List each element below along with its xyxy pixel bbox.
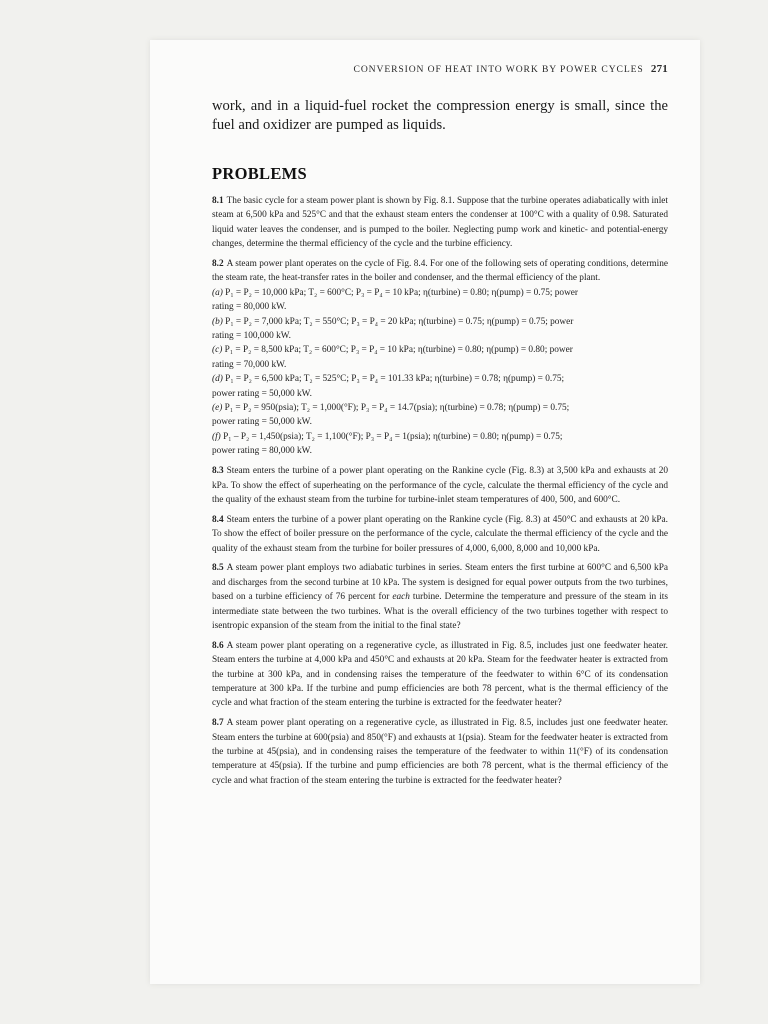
problem-statement <box>212 257 668 286</box>
problem-8-3 <box>212 464 668 507</box>
problem-text: A steam power plant operates on the cycle of Fig. 8.4. For one of the following sets of operating conditions, determine the steam rate, the heat-transfer rates in the boiler and condenser, and the thermal efficiency of the plant. <box>212 259 668 284</box>
problem-text: Steam enters the turbine of a power plant operating on the Rankine cycle (Fig. 8.3) at 3,500 kPa and exhausts at 20 kPa. To show the effect of superheating on the performance of the cycle, calculate the thermal efficiency of the cycle and the quality of the exhaust steam from the turbine for turbine-inlet steam temperatures of 400, 500, and 600°C. <box>212 466 668 505</box>
option-line-1: P₁ – P₂ = 1,450(psia); T₂ = 1,100(°F); P₃ = P₄ = 1(psia); η(turbine) = 0.80; η(pump) = 0.75; <box>223 431 563 442</box>
running-title: CONVERSION OF HEAT INTO WORK BY POWER CYCLES <box>353 64 644 75</box>
problem-8-4 <box>212 513 668 556</box>
problem-8-5 <box>212 561 668 633</box>
option-c <box>212 343 668 372</box>
option-line-2: rating = 70,000 kW. <box>212 359 287 370</box>
option-label: (f) <box>212 431 221 442</box>
option-line-1: P₁ = P₂ = 7,000 kPa; T₂ = 550°C; P₃ = P₄ = 20 kPa; η(turbine) = 0.75; η(pump) = 0.75; power <box>225 316 574 327</box>
problem-text: A steam power plant operating on a regenerative cycle, as illustrated in Fig. 8.5, includes just one feedwater heater. Steam enters the turbine at 4,000 kPa and 450°C and exhausts at 20 kPa. Steam for the feedwater heater is extracted from the turbine at 300 kPa, and in condensing raises the temperature of the feedwater to within 6°C of its condensation temperature at 300 kPa. If the turbine and pump efficiencies are both 78 percent, what is the thermal efficiency of the cycle and what fraction of the steam entering the turbine is extracted for the feedwater heater? <box>212 640 668 709</box>
problem-number: 8.6 <box>212 640 224 651</box>
problem-text-continued: turbine. Determine the temperature and pressure of the steam in its intermediate state between the two turbines. What is the overall efficiency of the two turbines together with respect to isentropic expansion of the steam from the initial to the final state? <box>212 592 668 631</box>
option-label: (b) <box>212 316 223 327</box>
option-line-1: P₁ = P₂ = 8,500 kPa; T₂ = 600°C; P₃ = P₄ = 10 kPa; η(turbine) = 0.80; η(pump) = 0.80; power <box>224 345 573 356</box>
option-label: (d) <box>212 374 223 385</box>
problem-number: 8.1 <box>212 196 224 206</box>
option-label: (a) <box>212 287 223 298</box>
lead-paragraph: work, and in a liquid-fuel rocket the compression energy is small, since the fuel and oxidizer are pumped as liquids. <box>212 98 668 133</box>
option-line-1: P₁ = P₂ = 6,500 kPa; T₂ = 525°C; P₃ = P₄ = 101.33 kPa; η(turbine) = 0.78; η(pump) = 0.75; <box>225 374 565 385</box>
problem-number: 8.7 <box>212 718 224 729</box>
problem-8-2 <box>212 257 668 459</box>
problem-text: A steam power plant operating on a regenerative cycle, as illustrated in Fig. 8.5, includes just one feedwater heater. Steam enters the turbine at 600(psia) and 850(°F) and exhausts at 1(psia). Steam for the feedwater heater is extracted from the turbine at 45(psia), and in condensing raises the temperature of the feedwater to within 11(°F) of its condensation temperature at 45(psia). If the turbine and pump efficiencies are both 78 percent, what is the thermal efficiency of the cycle and what fraction of the steam entering the turbine is extracted for the feedwater heater? <box>212 718 668 786</box>
running-header <box>208 63 668 75</box>
page-number: 271 <box>650 63 668 75</box>
problems-list <box>212 194 668 794</box>
problem-8-6 <box>212 639 668 711</box>
option-b <box>212 315 668 344</box>
section-title: PROBLEMS <box>212 164 307 183</box>
problem-number: 8.4 <box>212 514 224 525</box>
option-line-2: power rating = 80,000 kW. <box>212 446 312 457</box>
emphasis-each: each <box>392 592 410 603</box>
option-line-2: rating = 80,000 kW. <box>212 302 287 313</box>
problem-8-1 <box>212 194 668 252</box>
problem-8-7 <box>212 716 668 788</box>
option-d <box>212 372 668 401</box>
option-line-2: rating = 100,000 kW. <box>212 331 292 342</box>
problem-text: Steam enters the turbine of a power plant operating on the Rankine cycle (Fig. 8.3) at 450°C and exhausts at 20 kPa. To show the effect of boiler pressure on the performance of the cycle, calculate the thermal efficiency of the cycle and the quality of the exhaust steam from the turbine for boiler pressures of 4,000, 6,000, 8,000 and 10,000 kPa. <box>212 514 668 554</box>
option-line-2: power rating = 50,000 kW. <box>212 388 312 399</box>
problem-text: The basic cycle for a steam power plant is shown by Fig. 8.1. Suppose that the turbine operates adiabatically with inlet steam at 6,500 kPa and 525°C and that the exhaust steam enters the condenser at 100°C with a quality of 0.98. Saturated liquid water leaves the condenser, and is pumped to the boiler. Neglecting pump work and kinetic- and potential-energy changes, determine the thermal efficiency of the cycle and the turbine efficiency. <box>212 196 668 250</box>
problem-text: A steam power plant employs two adiabatic turbines in series. Steam enters the first turbine at 600°C and 6,500 kPa and discharges from the second turbine at 10 kPa. The system is designed for equal power outputs from the two turbines, based on a turbine efficiency of 76 percent for <box>212 563 668 603</box>
option-line-1: P₁ = P₂ = 950(psia); T₂ = 1,000(°F); P₃ = P₄ = 14.7(psia); η(turbine) = 0.78; η(pump) = 0.75; <box>224 403 570 414</box>
option-label: (c) <box>212 345 223 356</box>
option-e <box>212 401 668 430</box>
problem-number: 8.3 <box>212 466 224 477</box>
option-label: (e) <box>212 403 223 414</box>
option-line-1: P₁ = P₂ = 10,000 kPa; T₂ = 600°C; P₃ = P₄ = 10 kPa; η(turbine) = 0.80; η(pump) = 0.75; power <box>225 287 579 298</box>
problem-number: 8.2 <box>212 259 224 270</box>
option-line-2: power rating = 50,000 kW. <box>212 417 312 428</box>
option-a <box>212 286 668 315</box>
option-f <box>212 430 668 459</box>
problem-number: 8.5 <box>212 563 224 574</box>
